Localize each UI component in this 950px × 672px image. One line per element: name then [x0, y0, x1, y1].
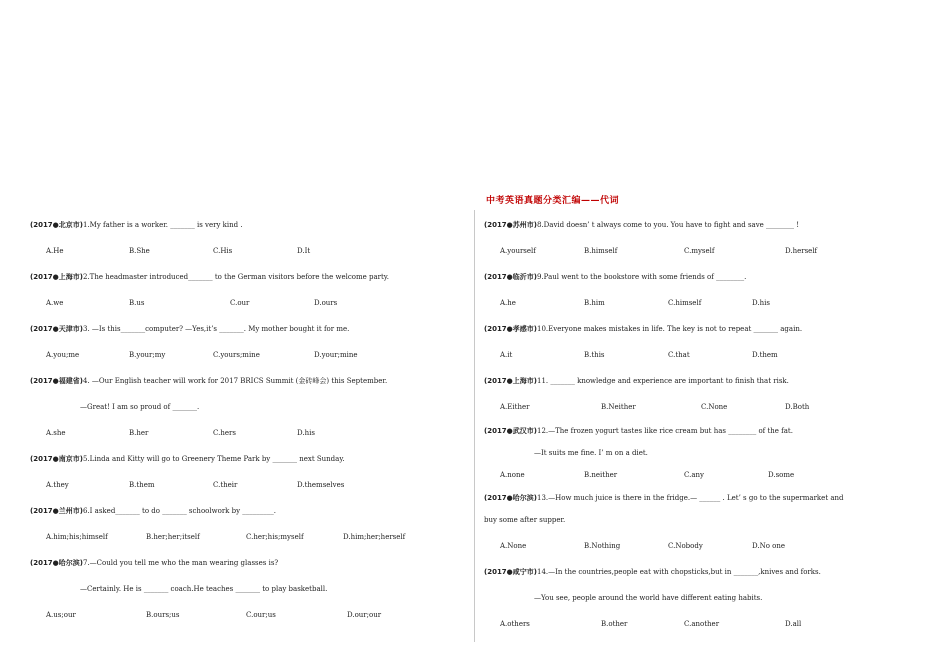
question-text: 3. —Is this_______computer? —Yes,it’s _______. My mother bought it for me. [83, 325, 350, 333]
option-c[interactable]: C.himself [668, 299, 702, 307]
question-5 [30, 454, 345, 464]
question-1 [30, 220, 243, 230]
option-c[interactable]: C.another [684, 620, 720, 628]
question-text: 7.—Could you tell me who the man wearing glasses is? [83, 559, 279, 567]
question-13 [484, 493, 844, 503]
question-source: (2017●南京市) [30, 455, 83, 463]
question-text: 1.My father is a worker. _______ is very kind . [83, 221, 243, 229]
option-c[interactable]: C.her;his;myself [246, 533, 304, 541]
option-d[interactable]: D.Both [785, 403, 810, 411]
question-text: 11. _______ knowledge and experience are important to finish that risk. [537, 377, 789, 385]
question-source: (2017●哈尔滨) [484, 494, 537, 502]
option-b[interactable]: B.other [601, 620, 628, 628]
option-b[interactable]: B.this [584, 351, 605, 359]
option-a[interactable]: A.us;our [46, 611, 76, 619]
option-a[interactable]: A.she [46, 429, 66, 437]
question-source: (2017●武汉市) [484, 427, 537, 435]
option-a[interactable]: A.you;me [46, 351, 80, 359]
option-a[interactable]: A.He [46, 247, 64, 255]
option-d[interactable]: D.them [752, 351, 778, 359]
question-text: 5.Linda and Kitty will go to Greenery Theme Park by _______ next Sunday. [83, 455, 345, 463]
question-source: (2017●咸宁市) [484, 568, 537, 576]
question-source: (2017●上海市) [30, 273, 83, 281]
option-d[interactable]: D.herself [785, 247, 818, 255]
option-b[interactable]: B.himself [584, 247, 618, 255]
question-9 [484, 272, 746, 282]
option-d[interactable]: D.all [785, 620, 802, 628]
option-a[interactable]: A.him;his;himself [46, 533, 108, 541]
option-b[interactable]: B.Neither [601, 403, 636, 411]
option-d[interactable]: D.some [768, 471, 795, 479]
question-text: 6.I asked_______ to do _______ schoolwork by _________. [83, 507, 277, 515]
option-b[interactable]: B.Nothing [584, 542, 621, 550]
option-d[interactable]: D.him;her;herself [343, 533, 406, 541]
option-d[interactable]: D.themselves [297, 481, 345, 489]
option-b[interactable]: B.She [129, 247, 150, 255]
question-source: (2017●北京市) [30, 221, 83, 229]
option-b[interactable]: B.us [129, 299, 145, 307]
option-a[interactable]: A.it [500, 351, 513, 359]
question-10 [484, 324, 802, 334]
option-a[interactable]: A.yourself [500, 247, 536, 255]
question-12-reply: —It suits me fine. I’ m on a diet. [534, 449, 648, 457]
option-c[interactable]: C.myself [684, 247, 715, 255]
question-14-reply: —You see, people around the world have different eating habits. [534, 594, 763, 602]
question-source: (2017●苏州市) [484, 221, 537, 229]
option-d[interactable]: D.It [297, 247, 311, 255]
question-source: (2017●临沂市) [484, 273, 537, 281]
option-b[interactable]: B.your;my [129, 351, 166, 359]
option-c[interactable]: C.hers [213, 429, 236, 437]
question-13-cont: buy some after supper. [484, 516, 566, 524]
option-c[interactable]: C.that [668, 351, 690, 359]
question-text: 12.—The frozen yogurt tastes like rice cream but has ________ of the fat. [537, 427, 793, 435]
question-7 [30, 558, 278, 568]
question-2 [30, 272, 389, 282]
option-b[interactable]: B.her [129, 429, 149, 437]
option-a[interactable]: A.he [500, 299, 516, 307]
question-text: 9.Paul went to the bookstore with some friends of ________. [537, 273, 747, 281]
option-c[interactable]: C.yours;mine [213, 351, 260, 359]
option-d[interactable]: D.his [752, 299, 770, 307]
question-source: (2017●孝感市) [484, 325, 537, 333]
question-text: 8.David doesn’ t always come to you. You have to fight and save ________ ! [537, 221, 800, 229]
option-d[interactable]: D.our;our [347, 611, 382, 619]
question-6 [30, 506, 276, 516]
question-source: (2017●福建省) [30, 377, 83, 385]
question-4-reply: —Great! I am so proud of _______. [80, 403, 200, 411]
option-a[interactable]: A.Either [500, 403, 530, 411]
question-source: (2017●天津市) [30, 325, 83, 333]
question-text: 10.Everyone makes mistakes in life. The key is not to repeat _______ again. [537, 325, 803, 333]
column-divider [474, 210, 475, 642]
option-b[interactable]: B.him [584, 299, 605, 307]
question-text: 2.The headmaster introduced_______ to the German visitors before the welcome party. [83, 273, 390, 281]
option-b[interactable]: B.them [129, 481, 155, 489]
question-4 [30, 376, 387, 386]
option-d[interactable]: D.ours [314, 299, 338, 307]
option-b[interactable]: B.ours;us [146, 611, 180, 619]
option-c[interactable]: C.His [213, 247, 233, 255]
option-b[interactable]: B.her;her;itself [146, 533, 200, 541]
option-b[interactable]: B.neither [584, 471, 618, 479]
option-c[interactable]: C.our;us [246, 611, 276, 619]
option-a[interactable]: A.None [500, 542, 527, 550]
option-c[interactable]: C.their [213, 481, 238, 489]
question-source: (2017●兰州市) [30, 507, 83, 515]
question-7-reply: —Certainly. He is _______ coach.He teaches _______ to play basketball. [80, 585, 328, 593]
option-d[interactable]: D.No one [752, 542, 786, 550]
question-11 [484, 376, 789, 386]
option-a[interactable]: A.we [46, 299, 64, 307]
option-c[interactable]: C.our [230, 299, 250, 307]
question-text: 14.—In the countries,people eat with chopsticks,but in _______,knives and forks. [537, 568, 821, 576]
question-source: (2017●哈尔滨) [30, 559, 83, 567]
option-a[interactable]: A.none [500, 471, 525, 479]
question-12 [484, 426, 793, 436]
option-d[interactable]: D.your;mine [314, 351, 358, 359]
page-title: 中考英语真题分类汇编——代词 [486, 196, 620, 206]
option-c[interactable]: C.any [684, 471, 704, 479]
question-14 [484, 567, 821, 577]
option-c[interactable]: C.None [701, 403, 728, 411]
question-source: (2017●上海市) [484, 377, 537, 385]
question-3 [30, 324, 349, 334]
option-a[interactable]: A.others [500, 620, 530, 628]
question-8 [484, 220, 799, 230]
option-a[interactable]: A.they [46, 481, 69, 489]
option-d[interactable]: D.his [297, 429, 315, 437]
option-c[interactable]: C.Nobody [668, 542, 703, 550]
question-text: 13.—How much juice is there in the fridge.— ______ . Let’ s go to the supermarket and [537, 494, 844, 502]
question-text: 4. —Our English teacher will work for 2017 BRICS Summit (金砖峰会) this September. [83, 377, 388, 385]
